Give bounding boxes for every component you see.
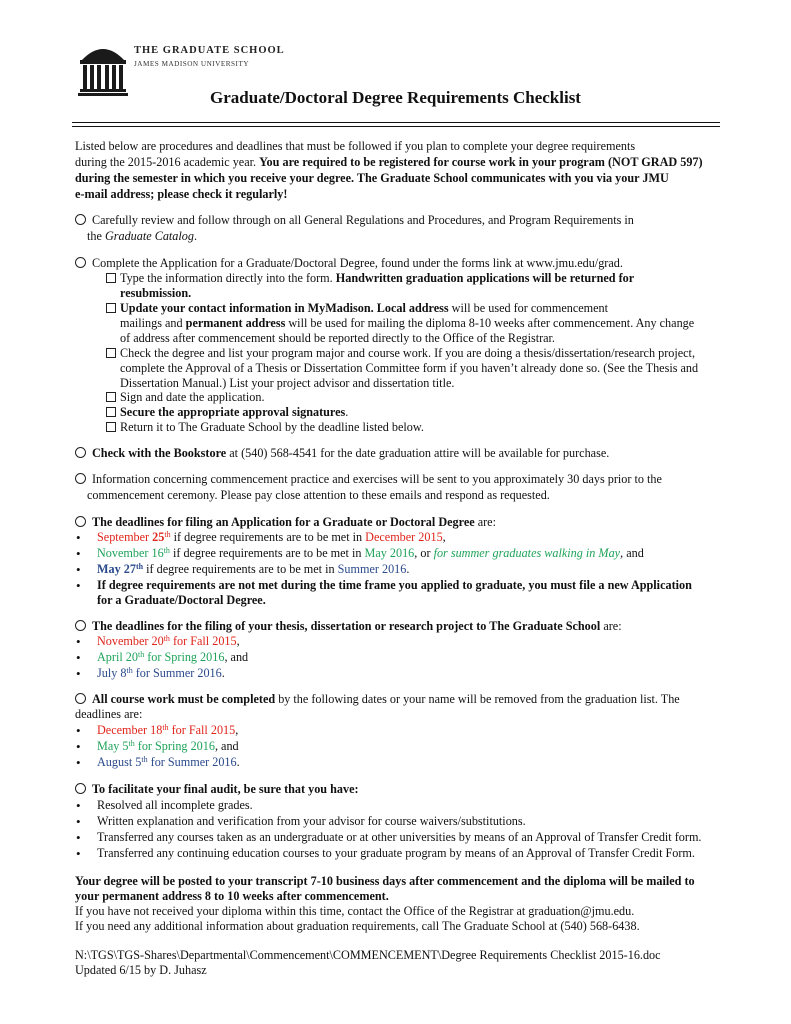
item6-bullet-1: November 20th for Fall 2015, — [97, 634, 240, 648]
dot-bullet-icon: • — [76, 666, 81, 681]
dot-bullet-icon: • — [76, 798, 81, 813]
item5-bullet-3: May 27th if degree requirements are to be met in Summer 2016. — [97, 562, 410, 576]
closing-line-1: Your degree will be posted to your transcript 7-10 business days after commencement and the diploma will be mailed to — [75, 874, 695, 888]
item7-bullet-2: May 5th for Spring 2016, and — [97, 739, 239, 753]
checkbox-icon — [106, 392, 116, 402]
dot-bullet-icon: • — [76, 846, 81, 861]
closing-line-2: your permanent address 8 to 10 weeks after commencement. — [75, 889, 389, 903]
closing-line-4: If you need any additional information about graduation requirements, call The Graduate School at (540) 568-6438. — [75, 919, 640, 933]
item3-line: Check with the Bookstore at (540) 568-4541 for the date graduation attire will be available for purchase. — [75, 446, 609, 462]
item4-line-2: commencement ceremony. Please pay close attention to these emails and respond as requested. — [87, 488, 550, 502]
item6-bullet-3: July 8th for Summer 2016. — [97, 666, 225, 680]
item4-line-1: Information concerning commencement practice and exercises will be sent to you approximately 30 days prior to the — [75, 472, 662, 488]
dot-bullet-icon: • — [76, 814, 81, 829]
item1-line-2: the Graduate Catalog. — [87, 229, 198, 243]
title-rule — [72, 122, 720, 123]
item1-line-1: Carefully review and follow through on all General Regulations and Procedures, and Program Requirements in — [75, 213, 634, 229]
dot-bullet-icon: • — [76, 755, 81, 770]
footer-updated: Updated 6/15 by D. Juhasz — [75, 963, 207, 977]
item2-sub-6: Return it to The Graduate School by the deadline listed below. — [106, 420, 424, 436]
item5-bullet-4b: for a Graduate/Doctoral Degree. — [97, 593, 266, 607]
dot-bullet-icon: • — [76, 546, 81, 561]
dot-bullet-icon: • — [76, 650, 81, 665]
item5-bullet-1: September 25th if degree requirements are to be met in December 2015, — [97, 530, 446, 544]
circle-bullet-icon — [75, 257, 86, 268]
item8-bullet-1: Resolved all incomplete grades. — [97, 798, 253, 812]
item8-bullet-3: Transferred any courses taken as an undergraduate or at other universities by means of an Approval of Transfer Credit form. — [97, 830, 702, 844]
dot-bullet-icon: • — [76, 830, 81, 845]
checkbox-icon — [106, 348, 116, 358]
item2-line-1: Complete the Application for a Graduate/Doctoral Degree, found under the forms link at www.jmu.edu/grad. — [75, 256, 623, 272]
item5-bullet-2: November 16th if degree requirements are to be met in May 2016, or for summer graduates walking in May, and — [97, 546, 644, 560]
circle-bullet-icon — [75, 620, 86, 631]
circle-bullet-icon — [75, 693, 86, 704]
item2-sub-1: Type the information directly into the form. Handwritten graduation applications will be returned for — [106, 271, 634, 287]
item8-bullet-2: Written explanation and verification from your advisor for course waivers/substitutions. — [97, 814, 526, 828]
checkbox-icon — [106, 422, 116, 432]
circle-bullet-icon — [75, 516, 86, 527]
item2-sub-3: Check the degree and list your program major and course work. If you are doing a thesis/dissertation/research project, — [106, 346, 695, 362]
title-rule-2 — [72, 126, 720, 127]
intro-line-1: Listed below are procedures and deadlines that must be followed if you plan to complete your degree requirements — [75, 139, 636, 153]
dot-bullet-icon: • — [76, 634, 81, 649]
logo-line2: JAMES MADISON UNIVERSITY — [134, 60, 250, 68]
item5-heading: The deadlines for filing an Application for a Graduate or Doctoral Degree are: — [75, 515, 496, 531]
item2-sub-2b: mailings and permanent address will be used for mailing the diploma 8-10 weeks after commencement. Any change — [120, 316, 695, 330]
dot-bullet-icon: • — [76, 530, 81, 545]
item2-sub-4: Sign and date the application. — [106, 390, 265, 406]
intro-line-2: during the 2015-2016 academic year. You are required to be registered for course work in your program (NOT GRAD 597) — [75, 155, 703, 169]
item7-heading: All course work must be completed by the following dates or your name will be removed from the graduation list. The — [75, 692, 680, 708]
intro-line-4: e-mail address; please check it regularly! — [75, 187, 288, 201]
item2-sub-2: Update your contact information in MyMadison. Local address will be used for commencement — [106, 301, 608, 317]
page-title: Graduate/Doctoral Degree Requirements Checklist — [210, 88, 581, 107]
checkbox-icon — [106, 407, 116, 417]
item5-bullet-4: If degree requirements are not met during the time frame you applied to graduate, you must file a new Application — [97, 578, 692, 592]
footer-path: N:\TGS\TGS-Shares\Departmental\Commencement\COMMENCEMENT\Degree Requirements Checklist 2015-16.doc — [75, 948, 661, 962]
item6-bullet-2: April 20th for Spring 2016, and — [97, 650, 249, 664]
logo-line1: THE GRADUATE SCHOOL — [134, 45, 285, 56]
circle-bullet-icon — [75, 447, 86, 458]
dot-bullet-icon: • — [76, 578, 81, 593]
item8-bullet-4: Transferred any continuing education courses to your graduate program by means of an Approval of Transfer Credit Form. — [97, 846, 695, 860]
item7-heading-2: deadlines are: — [75, 707, 143, 721]
intro-line-3: during the semester in which you receive your degree. The Graduate School communicates with you via your JMU — [75, 171, 669, 185]
checkbox-icon — [106, 303, 116, 313]
circle-bullet-icon — [75, 783, 86, 794]
checkbox-icon — [106, 273, 116, 283]
circle-bullet-icon — [75, 473, 86, 484]
item7-bullet-1: December 18th for Fall 2015, — [97, 723, 239, 737]
dot-bullet-icon: • — [76, 739, 81, 754]
item2-sub-2c: of address after commencement should be reported directly to the Office of the Registrar. — [120, 331, 555, 345]
item2-sub-3b: complete the Approval of a Thesis or Dissertation Committee form if you haven’t already done so. (See the Thesis and — [120, 361, 699, 375]
item2-sub-3c: Dissertation Manual.) List your project advisor and dissertation title. — [120, 376, 455, 390]
dot-bullet-icon: • — [76, 562, 81, 577]
item8-heading: To facilitate your final audit, be sure that you have: — [75, 782, 359, 798]
item7-bullet-3: August 5th for Summer 2016. — [97, 755, 240, 769]
dot-bullet-icon: • — [76, 723, 81, 738]
closing-line-3: If you have not received your diploma within this time, contact the Office of the Registrar at graduation@jmu.edu. — [75, 904, 635, 918]
circle-bullet-icon — [75, 214, 86, 225]
item6-heading: The deadlines for the filing of your thesis, dissertation or research project to The Graduate School are: — [75, 619, 622, 635]
item2-sub-5: Secure the appropriate approval signatures. — [106, 405, 348, 421]
item2-sub-1b: resubmission. — [120, 286, 192, 300]
